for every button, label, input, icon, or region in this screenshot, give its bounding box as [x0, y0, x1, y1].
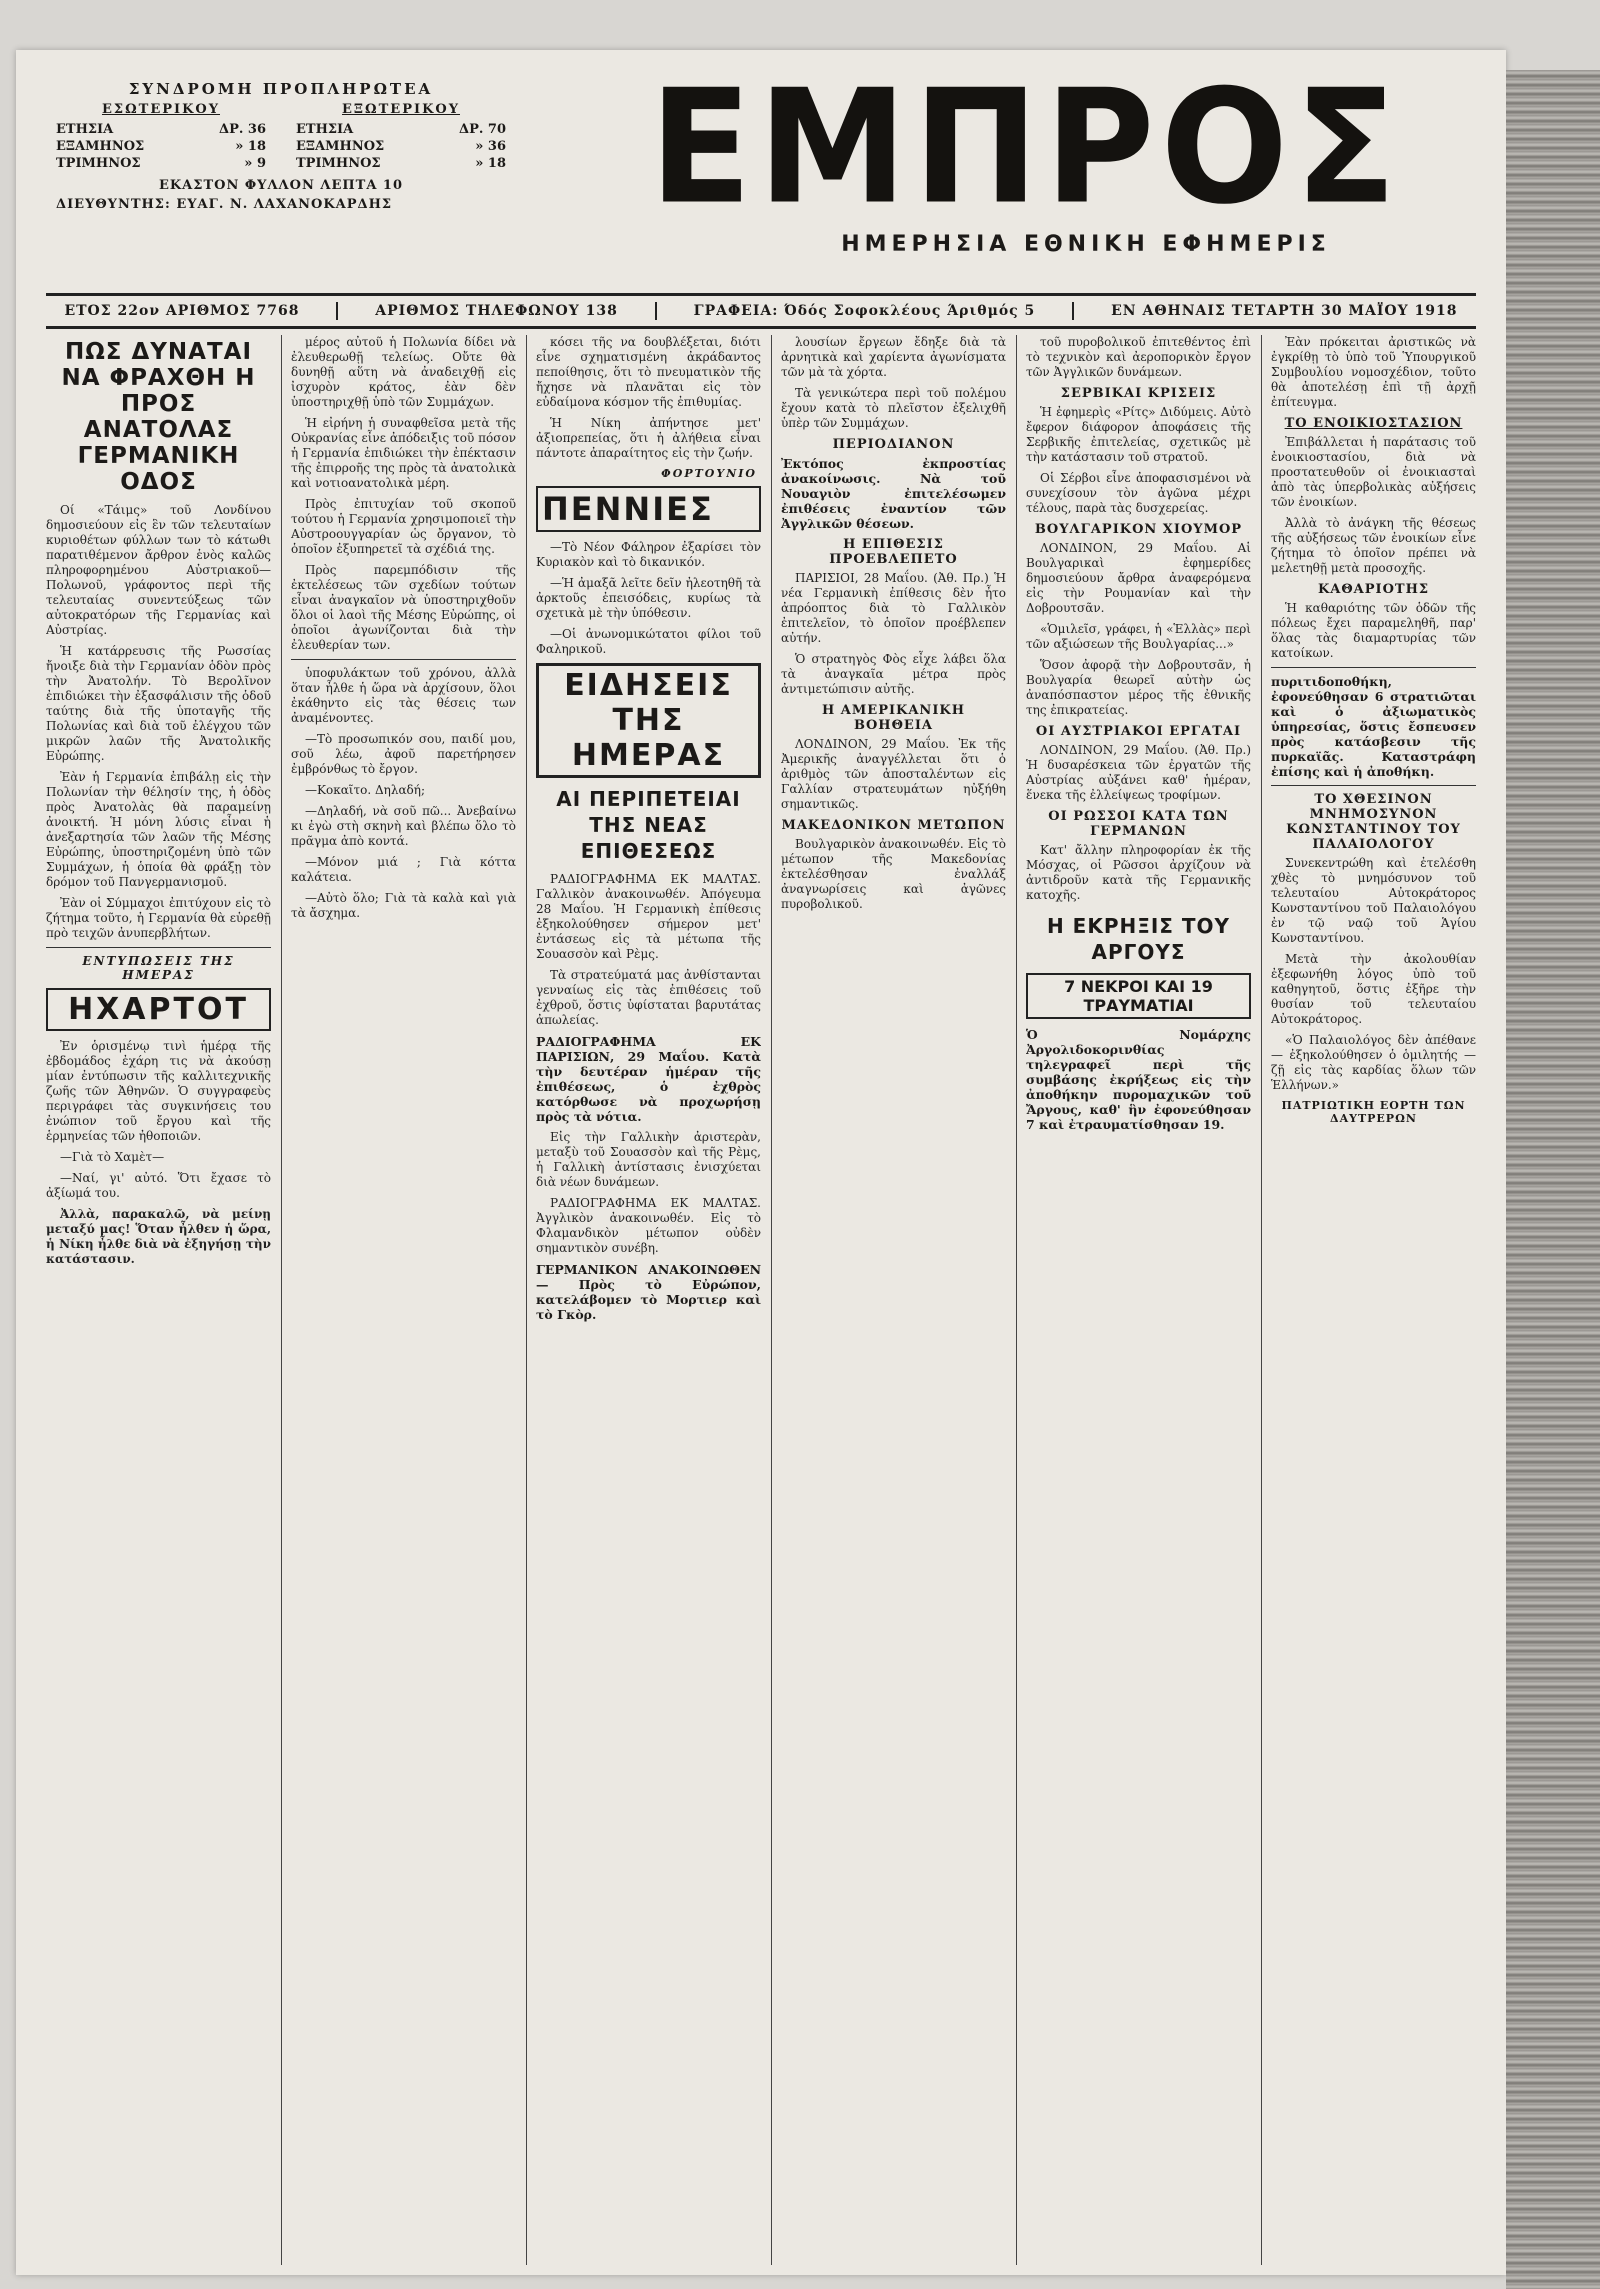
feuilleton-label: ΕΝΤΥΠΩΣΕΙΣ ΤΗΣ ΗΜΕΡΑΣ [82, 954, 235, 982]
divider [1271, 667, 1476, 668]
article-paragraph: —Ναί, γι' αὐτό. Ὅτι ἔχασε τὸ ἀξίωμά του. [46, 1171, 271, 1200]
divider [291, 659, 516, 660]
section-headline: ΚΑΘΑΡΙΟΤΗΣ [1317, 582, 1430, 597]
article-paragraph: Ὅσον ἀφορᾷ τὴν Δοβρουτσᾶν, ἡ Βουλγαρία θεωρεῖ αὐτὴν ὡς ἀναπόσπαστον μέρος τῆς ἐθνικῆς της ἐπικρατείας. [1026, 658, 1251, 717]
section-headline: ΟΙ ΡΩΣΣΟΙ ΚΑΤΑ ΤΩΝ ΓΕΡΜΑΝΩΝ [1048, 809, 1229, 839]
section-headline: ΜΑΚΕΔΟΝΙΚΟΝ ΜΕΤΩΠΟΝ [781, 818, 1006, 833]
masthead [56, 56, 1466, 275]
column-3 [536, 335, 761, 2265]
article-paragraph: —Οἱ ἀνωνομικώτατοι φίλοι τοῦ Φαληρικοῦ. [536, 627, 761, 656]
article-paragraph: Ἐὰν ἡ Γερμανία ἐπιβάλῃ εἰς τὴν Πολωνίαν τὴν θέλησίν της, ἡ ὁδὸς πρὸς Ἀνατολὰς θὰ παραμείνῃ ἀνοικτή. Ἡ μόνη λύσις εἶναι ἡ ἀνεξαρτησία τῶν λαῶν τῆς Μέσης Εὐρώπης, ὑποστηριζομένη ὑπὸ τῶν Συμμάχων, ἡ ὁποία θὰ φράξῃ τὸν δρόμον τοῦ Πανγερμανισμοῦ. [46, 770, 271, 889]
article-paragraph: ὑποφυλάκτων τοῦ χρόνου, ἀλλὰ ὅταν ἦλθε ἡ ὥρα νὰ ἀρχίσουν, ὅλοι ἐκάθηντο εἰς τὰς θέσεις των ἀναμένοντες. [291, 666, 516, 725]
article-paragraph: —Τὸ προσωπικόν σου, παιδί μου, σοῦ λέω, ἀφοῦ παρετήρησεν ἐμβρόνθως τὸ ἔργον. [291, 732, 516, 776]
column-rule [1016, 335, 1017, 2265]
article-paragraph: Ἐκτόπος ἐκπροστίας ἀνακοίνωσις. Νὰ τοῦ Νουαγιὸν ἐπιτελέσωμεν ἐπιθέσεις ἐναντίον τῶν Ἀγγλικῶν θέσεων. [781, 456, 1006, 531]
foreign-value: » 18 [475, 156, 506, 171]
foreign-label: ΕΞΑΜΗΝΟΣ [296, 139, 385, 154]
article-paragraph: ΓΕΡΜΑΝΙΚΟΝ ΑΝΑΚΟΙΝΩΘΕΝ — Πρὸς τὸ Εὐρώπον, κατελάβομεν τὸ Μορτιερ καὶ τὸ Γκὸρ. [536, 1262, 761, 1322]
subscription-foreign [296, 102, 506, 172]
column-6 [1271, 335, 1476, 2265]
argos-explosion-headline: Η ΕΚΡΗΞΙΣ ΤΟΥ ΑΡΓΟΥΣ [1046, 914, 1231, 964]
domestic-value: » 18 [235, 139, 266, 154]
article-paragraph: «Ὁ Παλαιολόγος δὲν ἀπέθανε — ἐξηκολούθησεν ὁ ὁμιλητής — ζῇ εἰς τὰς καρδίας ὅλων τῶν Ἑλλήνων.» [1271, 1033, 1476, 1092]
domestic-heading: ΕΣΩΤΕΡΙΚΟΥ [101, 102, 220, 117]
section-headline: ΤΟ ΕΝΟΙΚΙΟΣΤΑΣΙΟΝ [1284, 416, 1463, 431]
article-paragraph: ΛΟΝΔΙΝΟΝ, 29 Μαΐου. Αἱ Βουλγαρικαὶ ἐφημερίδες δημοσιεύουν ἄρθρα ἀναφερόμενα εἰς τὴν Ρουμανίαν καὶ τὴν Δοβρουτσᾶν. [1026, 541, 1251, 615]
article-paragraph: μέρος αὐτοῦ ἡ Πολωνία δίδει νὰ ἐλευθερωθῇ τελείως. Οὔτε θὰ δυνηθῇ αὕτη νὰ ἀναδειχθῇ εἰς ἰσχυρὸν κράτος, ἐὰν δὲν ὑποστηριχθῇ ὑπὸ τῶν Συμμάχων. [291, 335, 516, 409]
separator [655, 302, 657, 320]
domestic-value: ΔΡ. 36 [218, 122, 266, 137]
newspaper-page [16, 50, 1506, 2275]
domestic-label: ΕΤΗΣΙΑ [56, 122, 114, 137]
article-paragraph: Μετὰ τὴν ἀκολουθίαν ἐξεφωνήθη λόγος ὑπὸ τοῦ καθηγητοῦ, ὅστις ἐξῆρε τὴν θυσίαν τοῦ τελευταίου Αὐτοκράτορος. [1271, 952, 1476, 1026]
article-paragraph: Οί «Τάιμς» τοῦ Λονδίνου δημοσιεύουν εἰς ἓν τῶν τελευταίων κυριοθέτων φύλλων των τὸ κάτωθι παρατιθέμενον ἄρθρον ἑνὸς καλῶς πληροφορημένου Αὐστριακοῦ—Πολωνοῦ, γράφοντος περὶ τῆς τελευταίας συνεντεύξεως τῶν αὐτοκρατόρων τῆς Γερμανίας καὶ Αὐστρίας. [46, 503, 271, 637]
article-paragraph: —Δηλαδή, νὰ σοῦ πῶ... Ἀνεβαίνω κι ἐγὼ στὴ σκηνὴ καὶ βλέπω ὅλο τὸ πρᾶγμα ἀπὸ κοντά. [291, 804, 516, 848]
section-headline: ΣΕΡΒΙΚΑΙ ΚΡΙΣΕΙΣ [1060, 386, 1217, 401]
article-paragraph: Ἡ ἐφημερὶς «Ρίτς» Διδύμεις. Αὐτὸ ἔφερον διάφορον ἀποφάσεις τῆς Σερβικῆς ἐπιτελείας, σχετικῶς μὲ τὴν κατάστασιν τοῦ στρατοῦ. [1026, 405, 1251, 464]
news-banner: ΕΙΔΗΣΕΙΣ ΤΗΣ ΗΜΕΡΑΣ [536, 663, 761, 778]
author-signature: ΦΟΡΤΟΥΝΙΟ [661, 467, 757, 480]
footer-headline: ΠΑΤΡΙΩΤΙΚΗ ΕΟΡΤΗ ΤΩΝ ΔΑΥΤΡΕΡΩΝ [1281, 1099, 1466, 1125]
article-paragraph: Ἐὰν πρόκειται ἀριστικῶς νὰ ἐγκρίθῃ τὸ ὑπὸ τοῦ Ὑπουργικοῦ Συμβουλίου νομοσχέδιον, τοῦτο θὰ ἀποτελέσῃ ἐπὶ τῇ ἀρχῇ ἐπίτευγμα. [1271, 335, 1476, 409]
tagline: ΗΜΕΡΗΣΙΑ ΕΘΝΙΚΗ ΕΦΗΜΕΡΙΣ [841, 232, 1331, 257]
notice-paragraph: πυριτιδοποθήκη, ἐφονεύθησαν 6 στρατιῶται καὶ ὁ ἀξιωματικὸς ὑπηρεσίας, ὅστις ἔσπευσεν πρὸς κατάσβεσιν τῆς πυρκαϊᾶς. Καταστράφη ἐπίσης καὶ ἡ ἀποθήκη. [1271, 674, 1476, 779]
article-paragraph: —Κοκαῖτο. Δηλαδή; [305, 783, 426, 797]
article-paragraph: —Μόνον μιά ; Γιὰ κόττα καλάτεια. [291, 855, 516, 884]
article-paragraph: ΡΑΔΙΟΓΡΑΦΗΜΑ ΕΚ ΠΑΡΙΣΙΩΝ, 29 Μαΐου. Κατὰ τὴν δευτέραν ἡμέραν τῆς ἐπιθέσεως, ὁ ἐχθρὸς κατόρθωσε νὰ προχωρήσῃ πρὸς τὰ νότια. [536, 1034, 761, 1124]
foreign-label: ΕΤΗΣΙΑ [296, 122, 354, 137]
column-rule [526, 335, 527, 2265]
column-1 [46, 335, 271, 2265]
article-paragraph: ΛΟΝΔΙΝΟΝ, 29 Μαΐου. (Ἀθ. Πρ.) Ἡ δυσαρέσκεια τῶν ἐργατῶν τῆς Αὐστρίας αὐξάνει καθ' ἡμέραν, ἕνεκα τῆς ἐλλείψεως τροφίμων. [1026, 743, 1251, 802]
column-5 [1026, 335, 1251, 2265]
article-paragraph: —Ἡ ἀμαξᾶ λεῖτε δεῖν ἠλεοτηθῆ τὰ ἀρκτοῦς ἐπεισόδεις, κυρίως τὰ σχετικὰ μὲ τὴν ὑπόθεσιν. [536, 576, 761, 620]
article-paragraph: Ἀλλὰ τὸ ἀνάγκη τῆς θέσεως τῆς αὐξήσεως τῶν ἐνοικίων εἶνε ζήτημα τὸ ὁποῖον πρέπει νὰ μελετηθῇ μετὰ προσοχῆς. [1271, 516, 1476, 575]
scan-edge [1506, 70, 1600, 2289]
column-4 [781, 335, 1006, 2265]
column-rule [1261, 335, 1262, 2265]
column-rule [771, 335, 772, 2265]
separator [1072, 302, 1074, 320]
article-columns [46, 335, 1476, 2265]
article-paragraph: Κατ' ἄλλην πληροφορίαν ἐκ τῆς Μόσχας, οἱ Ρῶσσοι ἀρχίζουν νὰ ἀντιδροῦν κατὰ τῆς Γερμανικῆς κατοχῆς. [1026, 843, 1251, 902]
foreign-value: ΔΡ. 70 [458, 122, 506, 137]
article-paragraph: Ἡ Νίκη ἀπήντησε μετ' ἀξιοπρεπείας, ὅτι ἡ ἀλήθεια εἶναι πάντοτε ἀπαραίτητος εἰς τὴν ζωήν. [536, 416, 761, 460]
article-paragraph: Ἡ κατάρρευσις τῆς Ρωσσίας ἤνοιξε διὰ τὴν Γερμανίαν ὁδὸν πρὸς τὴν Ἀνατολήν. Τὸ Βερολῖνον ἐπιδιώκει τὴν ἐξασφάλισιν τῆς ὁδοῦ ταύτης διὰ τῆς ὑποταγῆς τῆς Πολωνίας καὶ διὰ τοῦ ἐλέγχου τῶν μικρῶν λαῶν τῆς Ἀνατολικῆς Εὐρώπης. [46, 644, 271, 763]
article-paragraph: Τὰ στρατεύματά μας ἀνθίστανται γενναίως εἰς τὰς ἐπιθέσεις τοῦ ἐχθροῦ, ὅστις ὑφίσταται βαρυτάτας ἀπωλείας. [536, 968, 761, 1027]
issue-info-bar [46, 293, 1476, 329]
article-paragraph: Ὁ στρατηγὸς Φὸς εἶχε λάβει ὅλα τὰ ἀναγκαῖα μέτρα πρὸς ἀντιμετώπισιν αὐτῆς. [781, 652, 1006, 696]
article-paragraph: ΛΟΝΔΙΝΟΝ, 29 Μαΐου. Ἐκ τῆς Ἀμερικῆς ἀναγγέλλεται ὅτι ὁ ἀριθμὸς τῶν ἀποσταλέντων εἰς Γαλλίαν στρατευμάτων ηὐξήθη σημαντικῶς. [781, 737, 1006, 811]
article-paragraph: —Γιὰ τὸ Χαμὲτ— [60, 1150, 165, 1164]
newspaper-logo: ΕΜΠΡΟΣ [649, 56, 1403, 240]
article-paragraph: τοῦ πυροβολικοῦ ἐπιτεθέντος ἐπὶ τὸ τεχνικὸν καὶ ἀεροπορικὸν ἔργον τῶν Ἀγγλικῶν δυνάμεων. [1026, 335, 1251, 379]
subscription-domestic [56, 102, 266, 172]
article-paragraph: Συνεκεντρώθη καὶ ἐτελέσθη χθὲς τὸ μνημόσυνον τοῦ τελευταίου Αὐτοκράτορος Κωνσταντίνου τοῦ Παλαιολόγου ἐν τῷ ναῷ τοῦ Ἁγίου Κωνσταντίνου. [1271, 856, 1476, 945]
divider [46, 947, 271, 948]
article-paragraph: Οἱ Σέρβοι εἶνε ἀποφασισμένοι νὰ συνεχίσουν τὸν ἀγῶνα μέχρι τέλους, παρὰ τὰς δυσχερείας. [1026, 471, 1251, 515]
domestic-value: » 9 [244, 156, 266, 171]
argos-casualties: 7 ΝΕΚΡΟΙ ΚΑΙ 19 ΤΡΑΥΜΑΤΙΑΙ [1026, 973, 1251, 1019]
divider [1271, 785, 1476, 786]
foreign-value: » 36 [475, 139, 506, 154]
article-paragraph: Πρὸς παρεμπόδισιν τῆς ἐκτελέσεως τῶν σχεδίων τούτων εἶναι ἀναγκαῖον νὰ ὑποστηριχθοῦν ὅλοι οἱ λαοὶ τῆς Μέσης Εὐρώπης, οἱ ὁποῖοι ἀγωνίζονται διὰ τὴν ἐλευθερίαν των. [291, 563, 516, 652]
section-headline: ΠΕΡΙΟΔΙΑΝΟΝ [832, 437, 955, 452]
phone-number: ΑΡΙΘΜΟΣ ΤΗΛΕΦΩΝΟΥ 138 [375, 303, 618, 319]
copy-price: ΕΚΑΣΤΟΝ ΦΥΛΛΟΝ ΛΕΠΤΑ 10 [158, 178, 404, 193]
article-paragraph: —Αὐτὸ ὅλο; Γιὰ τὰ καλὰ καὶ γιὰ τὰ ἄσχημα. [291, 891, 516, 920]
article-paragraph: ΡΑΔΙΟΓΡΑΦΗΜΑ ΕΚ ΜΑΛΤΑΣ. Γαλλικὸν ἀνακοινωθέν. Ἀπόγευμα 28 Μαΐου. Ἡ Γερμανικὴ ἐπίθεσις ἐξηκολούθησεν σήμερον μετ' ἐντάσεως εἰς τὰ μέτωπα τῆς Σουασσὸν καὶ Ρὲμς. [536, 872, 761, 961]
section-headline: Η ΕΠΙΘΕΣΙΣ ΠΡΟΕΒΛΕΠΕΤΟ [829, 537, 958, 567]
article-paragraph: λουσίων ἔργεων ἔδηξε διὰ τὰ ἀρνητικὰ καὶ χαρίεντα ἀγωνίσματα τῶν μὰ τὰ χόρτα. [781, 335, 1006, 379]
section-headline: Η ΑΜΕΡΙΚΑΝΙΚΗ ΒΟΗΘΕΙΑ [822, 703, 965, 733]
section-headline: ΒΟΥΛΓΑΡΙΚΟΝ ΧΙΟΥΜΟΡ [1034, 522, 1243, 537]
article-paragraph: «Ὁμιλεῖσ, γράφει, ἡ «Ἑλλὰς» περὶ τῶν αξιώσεων τῆς Βουλγαρίας...» [1026, 622, 1251, 651]
director: ΔΙΕΥΘΥΝΤΗΣ: ΕΥΑΓ. Ν. ΛΑΧΑΝΟΚΑΡΔΗΣ [56, 197, 393, 212]
headline-eastern-route: ΠΩΣ ΔΥΝΑΤΑΙ ΝΑ ΦΡΑΧΘΗ Η ΠΡΟΣ ΑΝΑΤΟΛΑΣ ΓΕΡΜΑΝΙΚΗ ΟΔΟΣ [61, 339, 256, 495]
article-paragraph: —Τὸ Νέον Φάληρον ἐξαρίσει τὸν Κυριακὸν καὶ τὸ δικανικόν. [536, 540, 761, 569]
domestic-label: ΕΞΑΜΗΝΟΣ [56, 139, 145, 154]
year-issue: ΕΤΟΣ 22ον ΑΡΙΘΜΟΣ 7768 [64, 303, 300, 319]
article-paragraph: Ἐν ὁρισμένῳ τινὶ ἡμέρᾳ τῆς ἐβδομάδος ἐχάρη τις νὰ ἀκούσῃ μίαν ἐντύπωσιν τῆς καλλιτεχνικῆς ζωῆς τῶν Ἀθηνῶν. Ὁ συγγραφεὺς περιγράφει τὰς συγκινήσεις του ἐνώπιον τοῦ ἔργου καὶ τῆς ἑρμηνείας τῶν ἠθοποιῶν. [46, 1039, 271, 1143]
pennies-title: ΠΕΝΝΙΕΣ [536, 486, 761, 532]
subscription-title: ΣΥΝΔΡΟΜΗ ΠΡΟΠΛΗΡΩΤΕΑ [128, 80, 434, 98]
article-paragraph: ΡΑΔΙΟΓΡΑΦΗΜΑ ΕΚ ΜΑΛΤΑΣ. Ἀγγλικὸν ἀνακοινωθέν. Εἰς τὸ Φλαμανδικὸν μέτωπον οὐδὲν σημαντικὸν συνέβη. [536, 1196, 761, 1255]
issue-date: ΕΝ ΑΘΗΝΑΙΣ ΤΕΤΑΡΤΗ 30 ΜΑΪΟΥ 1918 [1111, 303, 1458, 319]
article-paragraph: Βουλγαρικὸν ἀνακοινωθέν. Εἰς τὸ μέτωπον τῆς Μακεδονίας ἐκτελέσθησαν ἐναλλάξ ἀναγνωρίσεις καὶ ἀγῶνες πυροβολικοῦ. [781, 837, 1006, 911]
column-2 [291, 335, 516, 2265]
column-rule [281, 335, 282, 2265]
article-paragraph: κόσει τῆς να δουβλέξεται, διότι εἶνε σχηματισμένη ἀκράδαντος πεποίθησις, ὅτι τὸ πνευματικὸν τῆς ἤχησε νὰ πλανᾶται εἰς τὸν εὐδαίμονα κόσμον τῆς ἐπιθυμίας. [536, 335, 761, 409]
article-paragraph: Τὰ γενικώτερα περὶ τοῦ πολέμου ἔχουν κατὰ τὸ πλεῖστον ἐξελιχθῆ ὑπὲρ τῶν Συμμάχων. [781, 386, 1006, 430]
article-paragraph: Ἐὰν οἱ Σύμμαχοι ἐπιτύχουν εἰς τὸ ζήτημα τοῦτο, ἡ Γερμανία θὰ εὑρεθῇ πρὸ τειχῶν ἀνυπερβλήτων. [46, 896, 271, 940]
article-paragraph: Ἡ καθαριότης τῶν ὁδῶν τῆς πόλεως ἔχει παραμεληθῆ, παρ' ὅλας τὰς διαμαρτυρίας τῶν κατοίκων. [1271, 601, 1476, 660]
separator [336, 302, 338, 320]
domestic-label: ΤΡΙΜΗΝΟΣ [56, 156, 141, 171]
article-paragraph: ΠΑΡΙΣΙΟΙ, 28 Μαΐου. (Ἀθ. Πρ.) Ἡ νέα Γερμανικὴ ἐπίθεσις δὲν ἦτο ἀπρόοπτος διὰ τὸ Γαλλικὸν ἐπιτελεῖον, τὸ ὁποῖον προέβλεπεν αὐτήν. [781, 571, 1006, 645]
feuilleton-title: ΗΧΑΡΤΟΤ [46, 988, 271, 1031]
article-paragraph: Ἐπιβάλλεται ἡ παράτασις τοῦ ἐνοικιοστασίου, διὰ νὰ προστατευθοῦν οἱ ἐνοικιασταὶ ἀπὸ τὰς ὑπερβολικὰς αὐξήσεις τῶν ἐνοικίων. [1271, 435, 1476, 509]
article-paragraph: Ἡ εἰρήνη ἡ συναφθεῖσα μετὰ τῆς Οὐκρανίας εἶνε ἀπόδειξις τοῦ πόσον ἡ Γερμανία ἐπιδιώκει τὴν ἐπέκτασιν τῆς ἐπιρροῆς της πρὸς τὰ ἀνατολικὰ καὶ νοτιοανατολικὰ μέρη. [291, 416, 516, 490]
offices-address: ΓΡΑΦΕΙΑ: Όδός Σοφοκλέους Άριθμός 5 [693, 303, 1036, 319]
section-headline: ΟΙ ΑΥΣΤΡΙΑΚΟΙ ΕΡΓΑΤΑΙ [1035, 724, 1242, 739]
section-headline: ΤΟ ΧΘΕΣΙΝΟΝ ΜΝΗΜΟΣΥΝΟΝ ΚΩΝΣΤΑΝΤΙΝΟΥ ΤΟΥ ΠΑΛΑΙΟΛΟΓΟΥ [1286, 792, 1461, 852]
news-headline: ΑΙ ΠΕΡΙΠΕΤΕΙΑΙ ΤΗΣ ΝΕΑΣ ΕΠΙΘΕΣΕΩΣ [556, 787, 741, 863]
article-paragraph: Εἰς τὴν Γαλλικὴν ἀριστερὰν, μεταξὺ τοῦ Σουασσὸν καὶ τῆς Ρὲμς, ἡ Γαλλικὴ ἀντίστασις ἐνισχύεται διὰ νέων δυνάμεων. [536, 1130, 761, 1189]
foreign-label: ΤΡΙΜΗΝΟΣ [296, 156, 381, 171]
article-paragraph: Ἀλλὰ, παρακαλῶ, νὰ μείνῃ μεταξύ μας! Ὅταν ἦλθεν ἡ ὥρα, ἡ Νίκη ἦλθε διὰ νὰ ἐξηγήσῃ τὴν κατάστασιν. [46, 1207, 271, 1266]
article-paragraph: Ὁ Νομάρχης Ἀργολιδοκορινθίας τηλεγραφεῖ περὶ τῆς συμβάσης ἐκρήξεως εἰς τὴν ἀποθήκην πυρομαχικῶν τοῦ Ἄργους, καθ' ἣν ἐφονεύθησαν 7 καὶ ἐτραυματίσθησαν 19. [1026, 1027, 1251, 1132]
article-paragraph: Πρὸς ἐπιτυχίαν τοῦ σκοποῦ τούτου ἡ Γερμανία χρησιμοποιεῖ τὴν Αὐστροουγγαρίαν ὡς ὄργανον, τὸ ὁποῖον ἐξυπηρετεῖ τὰ σχέδιά της. [291, 497, 516, 556]
foreign-heading: ΕΞΩΤΕΡΙΚΟΥ [342, 102, 460, 117]
subscription-box [56, 80, 506, 212]
